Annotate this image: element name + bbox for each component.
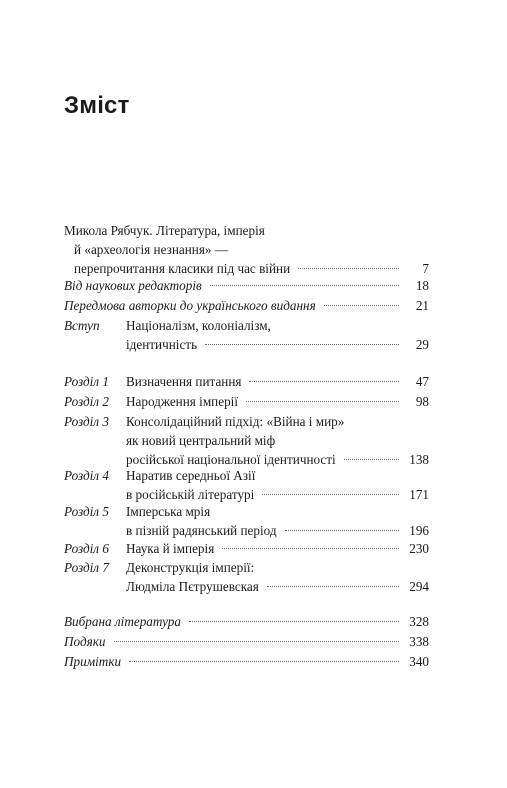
dot-leader <box>205 344 399 345</box>
toc-entry-label: Розділ 1 <box>64 374 109 389</box>
page-number: 196 <box>409 523 429 538</box>
dot-leader <box>222 548 399 549</box>
toc-entry-label: Вступ <box>64 318 100 333</box>
toc-entry-text: Визначення питання <box>126 374 242 389</box>
dot-leader <box>285 530 399 531</box>
toc-entry-text: Передмова авторки до українського видання <box>64 298 316 313</box>
page-number: 138 <box>409 452 429 467</box>
toc-entry-text: Від наукових редакторів <box>64 278 202 293</box>
toc-entry-text: як новий центральний міф <box>126 433 276 448</box>
dot-leader <box>262 494 399 495</box>
page-number: 338 <box>409 634 429 649</box>
toc-entry-text: й «археологія незнання» — <box>74 242 228 257</box>
toc-entry-text: Деконструкція імперії: <box>126 560 255 575</box>
page-number: 230 <box>409 541 429 556</box>
toc-entry-text: російської національної ідентичності <box>126 452 336 467</box>
toc-entry-text: Наука й імперія <box>126 541 215 556</box>
page-number: 21 <box>415 298 429 313</box>
toc-entry-text: Наратив середньої Азії <box>126 468 256 483</box>
page-number: 340 <box>409 654 429 669</box>
toc-entry-text: Народження імперії <box>126 394 239 409</box>
toc-entry-label: Розділ 3 <box>64 414 109 429</box>
dot-leader <box>298 268 399 269</box>
toc-entry-text: Людміла Пєтрушевская <box>126 579 259 594</box>
page-number: 47 <box>415 374 429 389</box>
toc-entry-text: Примітки <box>64 654 122 669</box>
toc-entry-text: Консолідаційний підхід: «Війна і мир» <box>126 414 345 429</box>
toc-entry-text: Микола Рябчук. Література, імперія <box>64 223 265 238</box>
dot-leader <box>324 305 399 306</box>
toc-entry-text: Подяки <box>64 634 106 649</box>
toc-entry-label: Розділ 4 <box>64 468 109 483</box>
page-number: 7 <box>422 261 429 276</box>
dot-leader <box>189 621 399 622</box>
page-number: 18 <box>415 278 429 293</box>
toc-entry-text: в російській літературі <box>126 487 255 502</box>
toc-entry-text: в пізній радянський період <box>126 523 277 538</box>
toc-entry-label: Розділ 5 <box>64 504 109 519</box>
toc-entry-label: Розділ 7 <box>64 560 109 575</box>
page-number: 328 <box>409 614 429 629</box>
toc-entry-text: перепрочитання класики під час війни <box>74 261 291 276</box>
toc-entry-text: Вибрана література <box>64 614 181 629</box>
dot-leader <box>210 285 399 286</box>
dot-leader <box>114 641 399 642</box>
page-number: 171 <box>409 487 429 502</box>
page-title: Зміст <box>64 92 130 119</box>
toc-entry-label: Розділ 2 <box>64 394 109 409</box>
dot-leader <box>129 661 399 662</box>
toc-entry-label: Розділ 6 <box>64 541 109 556</box>
dot-leader <box>249 381 399 382</box>
page-number: 29 <box>415 337 429 352</box>
dot-leader <box>246 401 399 402</box>
page-number: 294 <box>409 579 429 594</box>
toc-entry-text: ідентичність <box>126 337 198 352</box>
toc-entry-text: Імперська мрія <box>126 504 211 519</box>
toc-entry-text: Націоналізм, колоніалізм, <box>126 318 271 333</box>
page-number: 98 <box>415 394 429 409</box>
dot-leader <box>344 459 399 460</box>
dot-leader <box>267 586 399 587</box>
